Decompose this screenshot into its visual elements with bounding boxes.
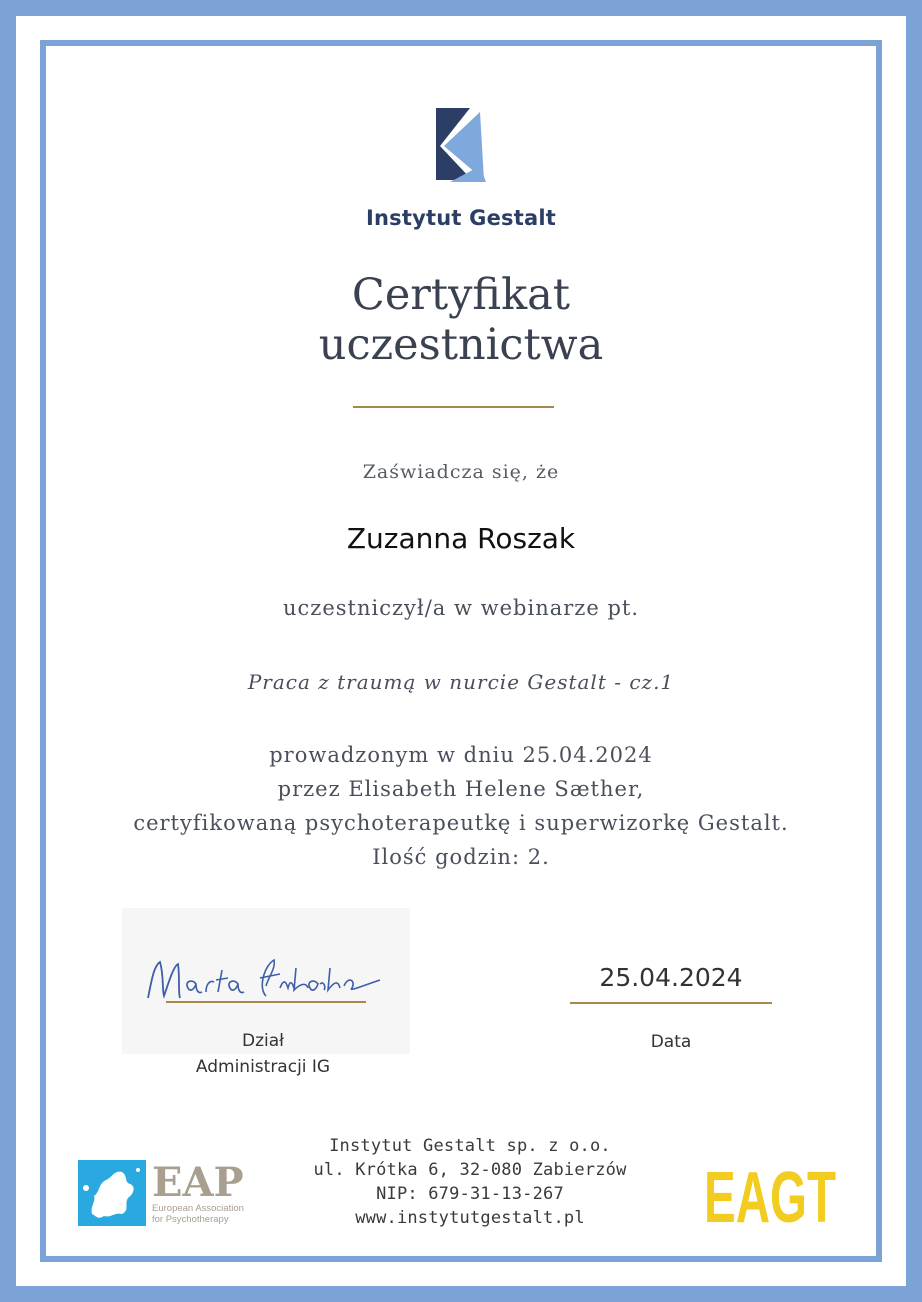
- footer-website[interactable]: www.instytutgestalt.pl: [355, 1208, 585, 1228]
- title-line-2: uczestnictwa: [318, 320, 604, 370]
- footer-company: Instytut Gestalt sp. z o.o.: [329, 1136, 611, 1156]
- title-divider: [353, 406, 554, 408]
- certificate-title: [0, 270, 922, 370]
- title-line-1: Certyfikat: [351, 270, 571, 320]
- participated-text: uczestniczył/a w webinarze pt.: [282, 596, 640, 620]
- eagt-logo: [703, 1158, 837, 1238]
- details-credentials: certyfikowaną psychoterapeutkę i superwizorkę Gestalt.: [133, 811, 789, 835]
- participant-name: Zuzanna Roszak: [346, 522, 576, 555]
- webinar-details: [0, 738, 922, 874]
- footer-address: [260, 1134, 680, 1230]
- date-label: Data: [650, 1032, 692, 1052]
- details-date: prowadzonym w dniu 25.04.2024: [269, 743, 653, 767]
- date-value: 25.04.2024: [599, 963, 743, 992]
- eagt-logo-text: EAGT: [704, 1158, 837, 1238]
- signature-label-line-1: Dział: [242, 1031, 284, 1051]
- details-hours: Ilość godzin: 2.: [372, 845, 550, 869]
- footer-street: ul. Krótka 6, 32-080 Zabierzów: [313, 1160, 627, 1180]
- institute-name: Instytut Gestalt: [366, 206, 556, 230]
- eap-sub-line-1: European Association: [152, 1203, 244, 1214]
- details-presenter: przez Elisabeth Helene Sæther,: [277, 777, 645, 801]
- webinar-title: Praca z traumą w nurcie Gestalt - cz.1: [247, 670, 675, 694]
- signature-label-line-2: Administracji IG: [195, 1057, 331, 1077]
- eap-sub-line-2: for Psychotherapy: [152, 1214, 229, 1225]
- signature-underline: [166, 1001, 366, 1003]
- signature-label: [150, 1028, 376, 1080]
- eap-logo: [78, 1158, 258, 1228]
- eap-logo-text: EAP: [152, 1159, 244, 1206]
- footer-nip: NIP: 679-31-13-267: [376, 1184, 564, 1204]
- attest-text: Zaświadcza się, że: [362, 461, 560, 483]
- date-underline: [570, 1002, 772, 1004]
- instytut-gestalt-logo-icon: [432, 106, 488, 186]
